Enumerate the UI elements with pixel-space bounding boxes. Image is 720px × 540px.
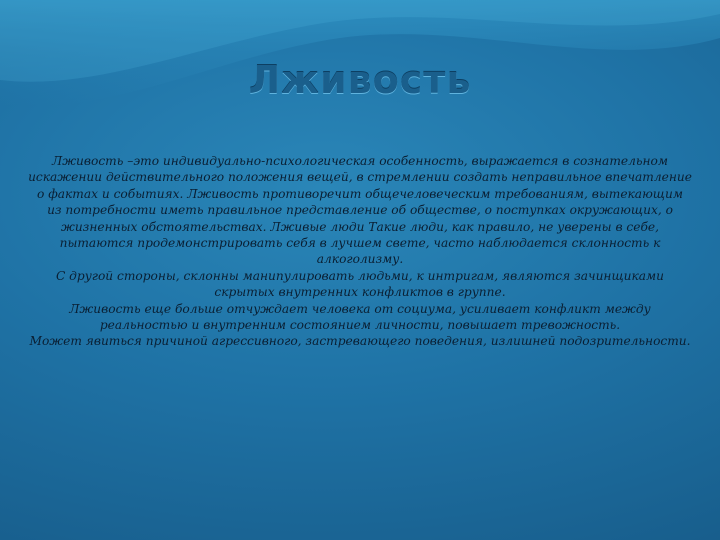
- paragraph-definition: Лживость –это индивидуально-психологическая особенность, выражается в сознательном искажении действительного положения вещей, в стремлении создать неправильное впечатление о фактах и событиях. Лживость противоречит общечеловеческим требованиям, вытекающим из потребности иметь правильное представление об обществе, о поступках окружающих, о жизненных обстоятельствах. Лживые люди Такие люди, как правило, не уверены в себе, пытаются продемонстрировать себя в лучшем свете, часто наблюдается склонность к алкоголизму.: [28, 154, 692, 267]
- slide-title: Лживость: [248, 58, 472, 102]
- paragraph-consequences: Может явиться причиной агрессивного, застревающего поведения, излишней подозрительности.: [29, 334, 691, 349]
- paragraph-alienation: Лживость еще больше отчуждает человека от социума, усиливает конфликт между реальностью и внутренним состоянием личности, повышает тревожность.: [69, 301, 651, 333]
- slide-body: [28, 153, 692, 350]
- paragraph-manipulation: С другой стороны, склонны манипулировать людьми, к интригам, являются зачинщиками скрытых внутренних конфликтов в группе.: [55, 268, 664, 300]
